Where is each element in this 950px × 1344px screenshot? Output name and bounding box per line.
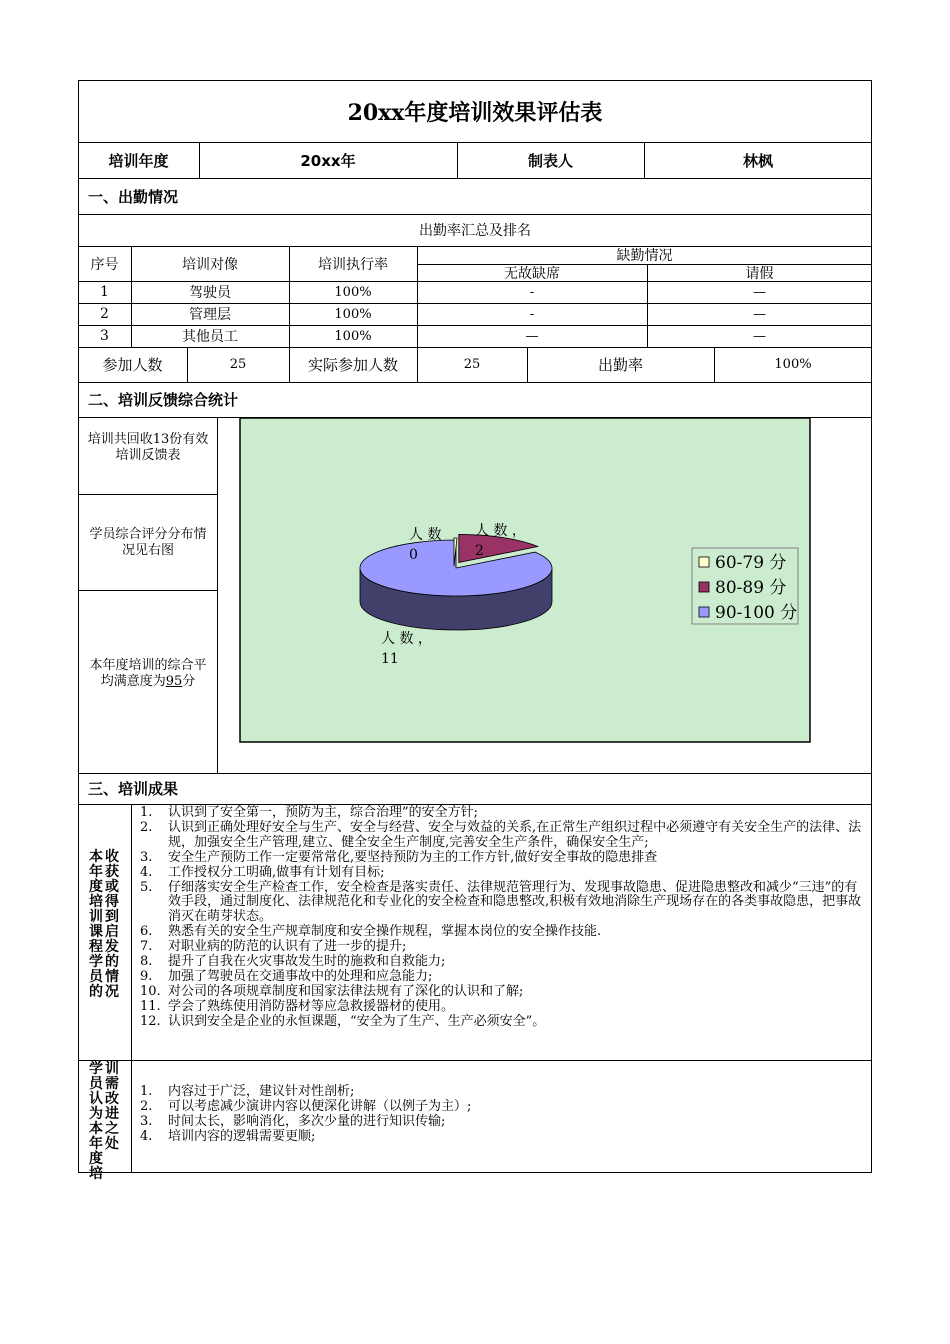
participants-value: 25 — [229, 357, 247, 372]
list-item — [140, 806, 866, 821]
satisfaction-score: 95 — [165, 674, 183, 689]
section-outcome-heading: 三、培训成果 — [88, 780, 179, 798]
table-row-seq: 3 — [100, 328, 109, 344]
satisfaction-prefix: 本年度培训的综合平均满意度为 — [89, 658, 207, 689]
satisfaction-note — [86, 658, 210, 690]
training-year-value: 20xx年 — [300, 151, 356, 170]
list-item-text: 培训内容的逻辑需要更顺; — [168, 1128, 316, 1144]
list-item — [140, 1115, 866, 1130]
pie-data-value: 11 — [381, 651, 399, 667]
list-item-text: 认识到正确处理好安全与生产、安全与经营、安全与效益的关系,在正常生产组织过程中必须遵守有关安全生产的法律、法规，加强安全生产管理,建立、健全安全生产制度,完善安全生产条件，确保安全生产; — [168, 819, 862, 850]
list-item-number: 2. — [140, 1098, 153, 1114]
list-item-number: 4. — [140, 864, 153, 880]
list-item — [140, 1000, 866, 1015]
maker-value: 林枫 — [742, 151, 773, 170]
table-row-target: 管理层 — [189, 307, 231, 323]
list-item — [140, 970, 866, 985]
header-absent-no-reason: 无故缺席 — [504, 265, 560, 282]
satisfaction-suffix: 分 — [182, 674, 196, 689]
list-item — [140, 1015, 866, 1030]
table-row-rate: 100% — [334, 306, 372, 322]
pie-data-label: 人 数 ， — [381, 631, 432, 647]
list-item-text: 仔细落实安全生产检查工作，安全检查是落实责任、法律规范管理行为、发现事故隐患、促进隐患整改和减少“三违”的有效手段，通过制度化、法律规范化和专业化的安全检查和隐患整改,积极有效地消除生产现场存在的各类事故隐患，把事故消灭在萌芽状态。 — [168, 879, 862, 925]
table-row-seq: 1 — [100, 284, 109, 300]
gains-label: 本 年 度 培 训 课 程 学 员 的 收 获 或 得 到 启 发 的 情 况 — [89, 849, 119, 1000]
legend-label: 80-89 分 — [715, 578, 787, 598]
list-item — [140, 955, 866, 970]
attendance-subtitle: 出勤率汇总及排名 — [419, 223, 531, 239]
list-item-text: 认识到安全是企业的永恒课题，“安全为了生产、生产必须安全”。 — [168, 1013, 546, 1029]
table-row-rate: 100% — [334, 328, 372, 344]
table-row-target: 其他员工 — [182, 329, 238, 345]
table-row-absent: - — [529, 284, 535, 300]
list-item-text: 时间太长，影响消化，多次少量的进行知识传输; — [168, 1113, 446, 1129]
header-target: 培训对像 — [182, 256, 238, 273]
list-item-number: 3. — [140, 849, 153, 865]
score-pie-chart — [239, 417, 811, 743]
chart-legend — [692, 548, 798, 624]
pie-data-label: 人 数 ， — [475, 523, 526, 539]
feedback-count-note: 培训共回收13份有效培训反馈表 — [87, 432, 209, 463]
pie-data-label: 人 数 — [409, 527, 442, 543]
table-row-target: 驾驶员 — [189, 285, 231, 301]
list-item — [140, 821, 866, 851]
list-item-number: 5. — [140, 879, 153, 895]
legend-swatch — [699, 582, 709, 592]
list-item-text: 对公司的各项规章制度和国家法律法规有了深化的认识和了解; — [168, 983, 524, 999]
list-item-text: 对职业病的防范的认识有了进一步的提升; — [168, 939, 407, 955]
list-item — [140, 940, 866, 955]
pie-data-value: 0 — [409, 547, 418, 563]
pie-data-value: 2 — [475, 543, 484, 559]
actual-participants-value: 25 — [463, 357, 481, 372]
list-item-number: 7. — [140, 939, 153, 955]
list-item-text: 提升了自我在火灾事故发生时的施救和自救能力; — [168, 954, 446, 970]
list-item-text: 认识到了安全第一，预防为主，综合治理”的安全方针; — [168, 805, 479, 820]
list-item — [140, 1100, 866, 1115]
list-item-number: 12. — [140, 1013, 161, 1029]
list-item-number: 4. — [140, 1128, 153, 1144]
table-row-absent: - — [529, 306, 535, 322]
legend-swatch — [699, 607, 709, 617]
table-row-rate: 100% — [334, 284, 372, 300]
legend-swatch — [699, 557, 709, 567]
list-item — [140, 1085, 866, 1100]
table-row-leave: — — [753, 328, 766, 344]
list-item-number: 8. — [140, 954, 153, 970]
header-leave: 请假 — [745, 265, 774, 282]
participants-label: 参加人数 — [102, 356, 163, 374]
gains-list — [140, 806, 866, 1030]
list-item-text: 工作授权分工明确,做事有计划有目标; — [168, 864, 385, 880]
list-item — [140, 881, 866, 926]
list-item-number: 10. — [140, 983, 161, 999]
list-item-text: 学会了熟练使用消防器材等应急救援器材的使用。 — [168, 998, 455, 1014]
list-item-number: 2. — [140, 819, 153, 835]
table-row-absent: — — [525, 328, 539, 344]
list-item — [140, 925, 866, 940]
legend-label: 90-100 分 — [715, 603, 798, 623]
section-attendance-heading: 一、出勤情况 — [88, 187, 179, 206]
section-feedback-heading: 二、培训反馈综合统计 — [88, 391, 239, 409]
form-title: 20xx年度培训效果评估表 — [347, 99, 603, 126]
attendance-rate-label: 出勤率 — [597, 356, 643, 374]
improvements-list — [140, 1085, 866, 1145]
list-item-text: 加强了驾驶员在交通事故中的处理和应急能力; — [168, 968, 433, 984]
list-item — [140, 866, 866, 881]
list-item-number: 1. — [140, 805, 153, 820]
score-distribution-note: 学员综合评分分布情况见右图 — [89, 527, 207, 558]
attendance-rate-value: 100% — [774, 357, 812, 372]
list-item-number: 3. — [140, 1113, 153, 1129]
table-row-seq: 2 — [100, 306, 109, 322]
maker-label: 制表人 — [527, 151, 573, 170]
actual-participants-label: 实际参加人数 — [307, 356, 398, 374]
improvements-label: 学 员 认 为 本 年 度 培 训 需 改 进 之 处 — [89, 1061, 119, 1182]
list-item-number: 9. — [140, 968, 153, 984]
training-year-label: 培训年度 — [108, 151, 169, 170]
list-item — [140, 1130, 866, 1145]
list-item-number: 11. — [140, 998, 161, 1014]
list-item — [140, 851, 866, 866]
list-item-number: 6. — [140, 924, 153, 940]
list-item-text: 内容过于广泛，建议针对性剖析; — [168, 1084, 355, 1099]
list-item-text: 可以考虑减少演讲内容以便深化讲解（以例子为主）; — [168, 1098, 472, 1114]
header-absence: 缺勤情况 — [616, 247, 673, 264]
header-rate: 培训执行率 — [318, 256, 388, 273]
table-row-leave: — — [753, 306, 766, 322]
list-item — [140, 985, 866, 1000]
header-seq: 序号 — [90, 256, 119, 273]
legend-label: 60-79 分 — [715, 553, 787, 573]
list-item-text: 熟悉有关的安全生产规章制度和安全操作规程，掌握本岗位的安全操作技能. — [168, 924, 602, 940]
table-row-leave: — — [753, 284, 766, 300]
list-item-number: 1. — [140, 1084, 153, 1099]
list-item-text: 安全生产预防工作一定要常常化,要坚持预防为主的工作方针,做好安全事故的隐患排查 — [168, 849, 658, 865]
